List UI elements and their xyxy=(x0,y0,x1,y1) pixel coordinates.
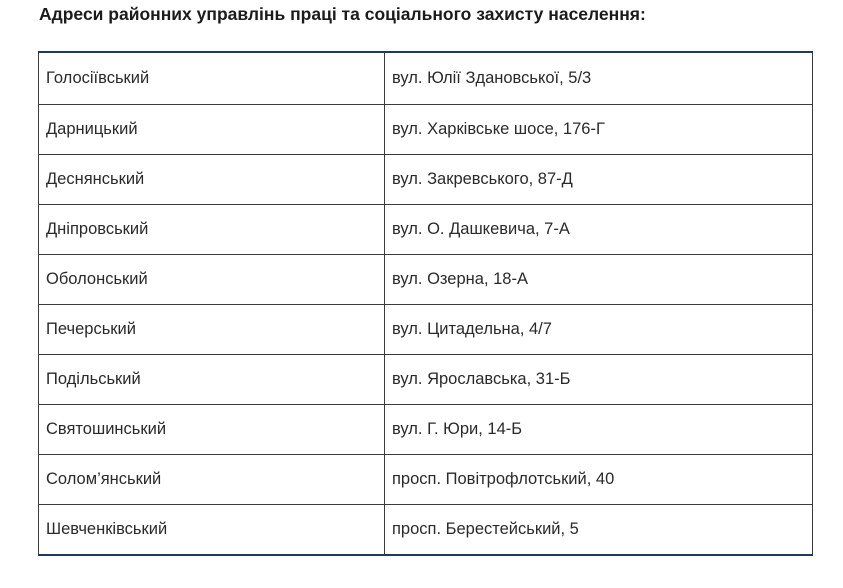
address-cell: вул. Цитадельна, 4/7 xyxy=(385,304,813,354)
address-cell: вул. Закревського, 87-Д xyxy=(385,154,813,204)
district-cell: Дніпровський xyxy=(39,204,385,254)
table-row xyxy=(39,504,813,554)
table-row xyxy=(39,254,813,304)
table-row xyxy=(39,154,813,204)
district-cell: Голосіївський xyxy=(39,53,385,104)
district-cell: Дарницький xyxy=(39,104,385,154)
address-cell: вул. Харківське шосе, 176-Г xyxy=(385,104,813,154)
address-cell: вул. Озерна, 18-А xyxy=(385,254,813,304)
table-row xyxy=(39,53,813,104)
district-cell: Печерський xyxy=(39,304,385,354)
district-cell: Шевченківський xyxy=(39,504,385,554)
district-cell: Деснянський xyxy=(39,154,385,204)
district-cell: Солом’янський xyxy=(39,454,385,504)
page-heading: Адреси районних управлінь праці та соціального захисту населення: xyxy=(39,4,646,24)
table-row xyxy=(39,204,813,254)
address-cell: вул. Юлії Здановської, 5/3 xyxy=(385,53,813,104)
address-cell: вул. Ярославська, 31-Б xyxy=(385,354,813,404)
table-row xyxy=(39,454,813,504)
table-row xyxy=(39,104,813,154)
district-cell: Подільський xyxy=(39,354,385,404)
address-cell: вул. О. Дашкевича, 7-А xyxy=(385,204,813,254)
address-cell: просп. Повітрофлотський, 40 xyxy=(385,454,813,504)
address-cell: вул. Г. Юри, 14-Б xyxy=(385,404,813,454)
addresses-table xyxy=(38,51,813,556)
table-row xyxy=(39,304,813,354)
address-cell: просп. Берестейський, 5 xyxy=(385,504,813,554)
district-cell: Оболонський xyxy=(39,254,385,304)
table-row xyxy=(39,354,813,404)
table-row xyxy=(39,404,813,454)
district-cell: Святошинський xyxy=(39,404,385,454)
